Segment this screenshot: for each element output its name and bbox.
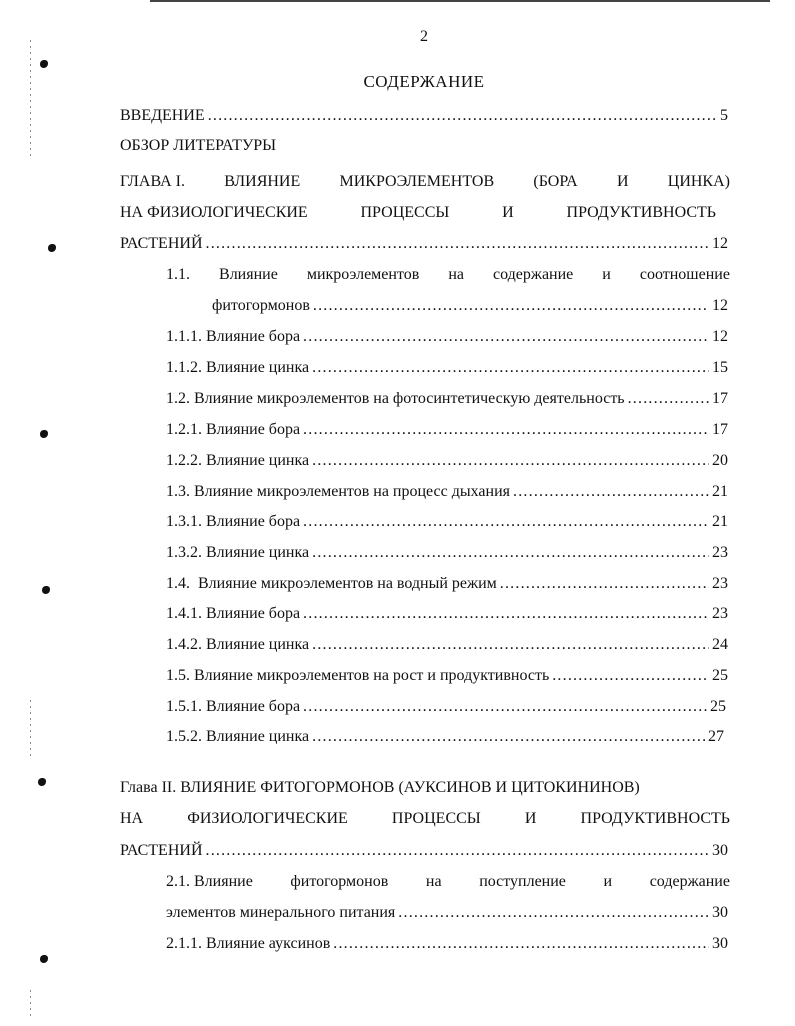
scan-edge-dots [30,700,31,760]
toc-entry-label: ВВЕДЕНИЕ [120,107,205,124]
toc-entry-label: фитогормонов [212,297,310,314]
toc-entry-1-1-2[interactable] [166,358,728,378]
dot-leader [303,327,709,347]
toc-entry-chapter-1[interactable] [120,234,728,254]
toc-page-number: 21 [712,483,728,500]
heading-word: И [502,204,514,221]
heading-word: ВЛИЯНИЕ [224,173,301,190]
toc-entry-2-1-line-2[interactable] [166,903,728,923]
toc-page-number: 15 [712,359,728,376]
heading-word: содержание [493,266,574,283]
heading-word: НА ФИЗИОЛОГИЧЕСКИЕ [120,204,308,221]
heading-word: ПРОДУКТИВНОСТЬ [580,810,730,827]
toc-part-heading: ОБЗОР ЛИТЕРАТУРЫ [120,137,277,154]
toc-entry-label: 1.1.2. Влияние цинка [166,359,310,376]
heading-word: и [603,873,613,890]
toc-entry-1-4-1[interactable] [166,604,728,624]
toc-entry-label: элементов минерального питания [166,904,396,921]
toc-entry-label: 1.5.1. Влияние бора [166,698,301,715]
toc-entry-1-1-line-1[interactable] [166,265,730,285]
scan-edge-dots [30,40,31,160]
toc-entry-label: 1.4. Влияние микроэлементов на водный режим [166,575,497,592]
toc-entry-chapter-2[interactable] [120,841,728,861]
toc-entry-1-3-1[interactable] [166,512,728,532]
heading-word: микроэлементов [306,266,420,283]
toc-entry-label: 1.3. Влияние микроэлементов на процесс дыхания [166,483,511,500]
heading-word: на [425,873,442,890]
toc-entry-label: 1.4.2. Влияние цинка [166,636,310,653]
toc-page-number: 21 [712,513,728,530]
heading-word: ГЛАВА I. [120,173,185,190]
toc-page-number: 27 [708,728,724,745]
toc-entry-introduction[interactable] [120,106,728,126]
toc-entry-label: 1.3.2. Влияние цинка [166,544,310,561]
heading-word: И [616,173,629,190]
heading-word: И [524,810,537,827]
toc-page-number: 17 [712,421,728,438]
heading-word: ПРОДУКТИВНОСТЬ [566,204,716,221]
heading-word: (БОРА [533,173,578,190]
heading-word: МИКРОЭЛЕМЕНТОВ [339,173,495,190]
toc-entry-1-1-line-2[interactable] [212,296,728,316]
toc-entry-1-3[interactable] [166,482,728,502]
toc-page-number: 12 [712,297,728,314]
dot-leader [312,635,709,655]
toc-page-number: 25 [710,698,726,715]
toc-entry-1-5-2[interactable] [166,727,724,747]
chapter-1-heading-line-1 [120,172,730,192]
toc-entry-1-2[interactable] [166,389,728,409]
toc-page-number: 12 [712,235,728,252]
page-title: СОДЕРЖАНИЕ [363,72,485,91]
dot-leader [208,106,717,126]
toc-entry-1-4[interactable] [166,574,728,594]
toc-entry-2-1-line-1[interactable] [166,872,730,892]
toc-entry-label: РАСТЕНИЙ [120,842,203,859]
scan-top-rule [150,0,770,2]
toc-entry-label: 1.2.1. Влияние бора [166,421,301,438]
toc-entry-1-1-1[interactable] [166,327,728,347]
dot-leader [398,903,709,923]
toc-entry-label: 1.2.2. Влияние цинка [166,452,310,469]
heading-word: на [448,266,464,283]
binding-hole-mark [40,955,48,963]
scan-edge-dots [30,990,31,1020]
heading-word: и [602,266,611,283]
dot-leader [628,389,709,409]
binding-hole-mark [38,778,46,786]
chapter-2-heading-line-2 [120,809,730,829]
toc-page-number: 30 [712,842,728,859]
heading-word: содержание [649,873,730,890]
dot-leader [333,934,709,954]
dot-leader [303,420,709,440]
toc-entry-1-3-2[interactable] [166,543,728,563]
heading-word: ПРОЦЕССЫ [391,810,481,827]
dot-leader [303,697,707,717]
toc-page-number: 12 [712,328,728,345]
page-number: 2 [420,28,428,45]
toc-page-number: 17 [712,390,728,407]
toc-entry-1-2-1[interactable] [166,420,728,440]
toc-page-number: 23 [712,544,728,561]
toc-entry-1-4-2[interactable] [166,635,728,655]
dot-leader [312,543,709,563]
heading-word: Влияние [219,266,278,283]
toc-entry-1-5[interactable] [166,666,728,686]
toc-entry-label: 1.3.1. Влияние бора [166,513,301,530]
dot-leader [552,666,709,686]
binding-hole-mark [48,244,56,252]
heading-word: ЦИНКА) [667,173,730,190]
dot-leader [500,574,709,594]
chapter-2-heading-line-1: Глава II. ВЛИЯНИЕ ФИТОГОРМОНОВ (АУКСИНОВ И ЦИТОКИНИНОВ) [120,779,640,796]
dot-leader [312,451,709,471]
toc-entry-label: 2.1.1. Влияние ауксинов [166,935,331,952]
toc-page-number: 30 [712,904,728,921]
heading-word: 1.1. [166,266,190,283]
dot-leader [303,604,709,624]
dot-leader [206,234,710,254]
heading-word: 2.1. Влияние [166,873,253,890]
heading-word: НА [120,810,144,827]
toc-page-number: 20 [712,452,728,469]
toc-page-number: 24 [712,636,728,653]
toc-entry-label: 1.2. Влияние микроэлементов на фотосинтетическую деятельность [166,390,625,407]
toc-page-number: 25 [712,667,728,684]
heading-word: ФИЗИОЛОГИЧЕСКИЕ [187,810,348,827]
dot-leader [303,512,709,532]
binding-hole-mark [40,430,48,438]
toc-page-number: 5 [720,107,728,124]
toc-page-number: 23 [712,605,728,622]
toc-entry-label: РАСТЕНИЙ [120,235,203,252]
chapter-1-heading-line-2 [120,203,716,223]
heading-word: поступление [479,873,566,890]
dot-leader [513,482,709,502]
toc-page-number: 23 [712,575,728,592]
toc-entry-label: 1.1.1. Влияние бора [166,328,301,345]
toc-entry-label: 1.5. Влияние микроэлементов на рост и продуктивность [166,667,550,684]
binding-hole-mark [42,586,50,594]
toc-entry-2-1-1[interactable] [166,934,728,954]
toc-entry-label: 1.5.2. Влияние цинка [166,728,310,745]
toc-entry-label: 1.4.1. Влияние бора [166,605,301,622]
binding-hole-mark [40,60,48,68]
toc-entry-1-2-2[interactable] [166,451,728,471]
heading-word: ПРОЦЕССЫ [360,204,450,221]
toc-page-number: 30 [712,935,728,952]
toc-entry-1-5-1[interactable] [166,697,726,717]
heading-word: соотношение [639,266,730,283]
dot-leader [206,841,710,861]
dot-leader [312,358,709,378]
heading-word: фитогормонов [290,873,389,890]
dot-leader [312,727,705,747]
dot-leader [313,296,709,316]
